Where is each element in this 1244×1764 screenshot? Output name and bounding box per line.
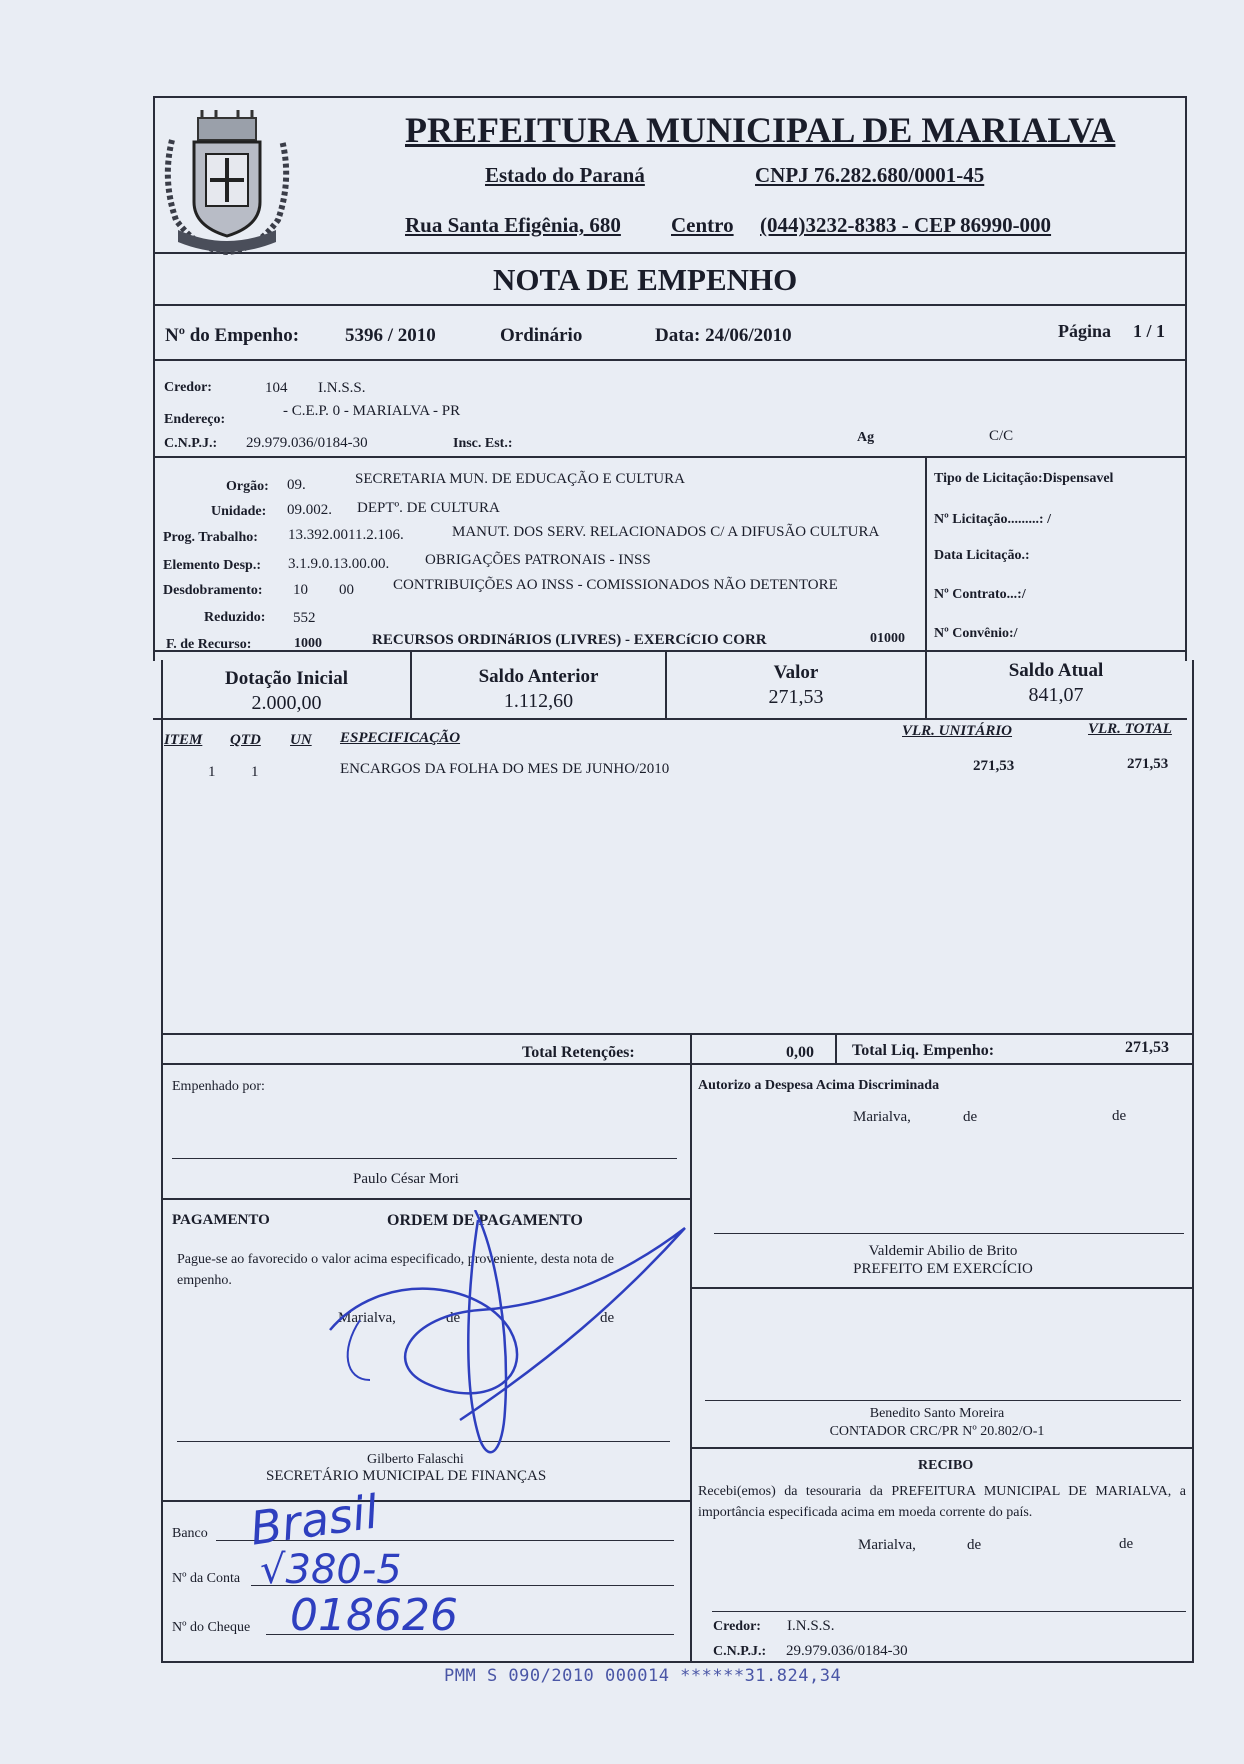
street-label: Rua Santa Efigênia, 680 xyxy=(405,213,621,237)
cc-label: C/C xyxy=(989,428,1014,444)
empenho-date: Data: 24/06/2010 xyxy=(655,325,792,346)
recibo-title: RECIBO xyxy=(918,1458,974,1473)
reduzido-label: Reduzido: xyxy=(204,610,266,625)
prefeito-name: Valdemir Abilio de Brito xyxy=(868,1243,1018,1259)
item-spec: ENCARGOS DA FOLHA DO MES DE JUNHO/2010 xyxy=(340,761,670,777)
insc-est-label: Insc. Est.: xyxy=(453,436,513,451)
credor-cnpj-value: 29.979.036/0184-30 xyxy=(246,435,368,451)
recurso-code-2: 01000 xyxy=(870,631,905,646)
municipality-title: PREFEITURA MUNICIPAL DE MARIALVA xyxy=(405,110,1116,150)
empenho-type: Ordinário xyxy=(500,325,583,346)
item-number: 1 xyxy=(208,764,216,780)
retencoes-label: Total Retenções: xyxy=(522,1044,635,1061)
col-un: UN xyxy=(290,732,312,748)
recibo-text: Recebi(emos) da tesouraria da PREFEITURA MUNICIPAL DE MARIALVA, a importância especificada acima em moeda corrente do país. xyxy=(698,1484,1186,1520)
secretario-role: SECRETÁRIO MUNICIPAL DE FINANÇAS xyxy=(266,1468,547,1484)
item-unit-value: 271,53 xyxy=(973,758,1015,774)
rule-retencoes-top xyxy=(161,1033,1194,1035)
credor-label: Credor: xyxy=(164,380,212,395)
recibo-credor-label: Credor: xyxy=(713,1619,761,1634)
frame-right-upper xyxy=(1185,96,1187,661)
recibo-de-2: de xyxy=(1119,1536,1134,1552)
rule-under-info xyxy=(153,359,1187,361)
contador-name: Benedito Santo Moreira xyxy=(869,1406,1005,1421)
autorizo-place: Marialva, xyxy=(853,1109,911,1125)
credor-name: I.N.S.S. xyxy=(318,380,366,396)
liquido-value: 271,53 xyxy=(1125,1039,1169,1056)
contador-role: CONTADOR CRC/PR Nº 20.802/O-1 xyxy=(829,1424,1045,1439)
data-licitacao: Data Licitação.: xyxy=(934,548,1030,563)
rule-contador-bottom xyxy=(690,1447,1194,1449)
frame-right-lower xyxy=(1192,660,1194,1663)
unidade-code: 09.002. xyxy=(287,502,332,518)
ordem-place: Marialva, xyxy=(338,1310,396,1326)
pague-se-text: Pague-se ao favorecido o valor acima especificado, proveniente, desta nota de empenho. xyxy=(177,1252,614,1288)
col-vlr-total: VLR. TOTAL xyxy=(1088,721,1172,737)
doc-title: NOTA DE EMPENHO xyxy=(493,262,798,297)
endereco-value: - C.E.P. 0 - MARIALVA - PR xyxy=(283,403,461,419)
page-label: Página xyxy=(1058,321,1112,341)
prog-trabalho-code: 13.392.0011.2.106. xyxy=(288,527,404,543)
numero-convenio: Nº Convênio:/ xyxy=(934,626,1018,641)
pagamento-label: PAGAMENTO xyxy=(172,1212,270,1228)
rule-under-credor xyxy=(153,456,1187,458)
col-qtd: QTD xyxy=(230,732,261,748)
ordem-pagamento-title: ORDEM DE PAGAMENTO xyxy=(387,1212,583,1229)
ordem-de-1: de xyxy=(446,1310,461,1326)
dotacao-label: Dotação Inicial xyxy=(225,668,348,689)
frame-bottom xyxy=(161,1661,1194,1663)
saldo-anterior-label: Saldo Anterior xyxy=(478,666,599,687)
recibo-credor-value: I.N.S.S. xyxy=(787,1618,835,1634)
liquido-label: Total Liq. Empenho: xyxy=(852,1042,995,1059)
empenho-label: Nº do Empenho: xyxy=(165,325,300,346)
credor-code: 104 xyxy=(265,380,288,396)
rule-under-header xyxy=(153,252,1187,254)
saldo-anterior-value: 1.112,60 xyxy=(503,690,574,712)
empenhado-signature-line xyxy=(172,1158,677,1159)
desdobramento-desc: CONTRIBUIÇÕES AO INSS - COMISSIONADOS NÃO DETENTORE xyxy=(393,577,838,593)
elemento-desc: OBRIGAÇÕES PATRONAIS - INSS xyxy=(425,552,651,568)
prog-trabalho-label: Prog. Trabalho: xyxy=(163,530,258,545)
unidade-desc: DEPTº. DE CULTURA xyxy=(357,500,500,516)
valor-label: Valor xyxy=(773,662,819,683)
autorizo-de-2: de xyxy=(1112,1108,1127,1124)
recibo-cnpj-label: C.N.P.J.: xyxy=(713,1644,767,1659)
saldo-atual-label: Saldo Atual xyxy=(1008,660,1104,681)
desdobramento-code-2: 00 xyxy=(339,582,354,598)
coat-of-arms-logo xyxy=(158,110,296,255)
desdobramento-label: Desdobramento: xyxy=(163,583,263,598)
col-especificacao: ESPECIFICAÇÃO xyxy=(340,730,461,746)
ordem-de-2: de xyxy=(600,1310,615,1326)
banco-label: Banco xyxy=(172,1526,208,1541)
frame-left-upper xyxy=(153,96,155,661)
rule-under-title xyxy=(153,304,1187,306)
rule-totals-2 xyxy=(665,650,667,718)
elemento-code: 3.1.9.0.13.00.00. xyxy=(288,556,390,572)
cheque-label: Nº do Cheque xyxy=(172,1620,251,1635)
autorizo-title: Autorizo a Despesa Acima Discriminada xyxy=(698,1078,940,1093)
tipo-licitacao: Tipo de Licitação:Dispensavel xyxy=(934,471,1114,486)
endereco-label: Endereço: xyxy=(164,412,226,427)
orgao-label: Orgão: xyxy=(226,479,269,494)
empenho-number: 5396 / 2010 xyxy=(345,325,436,346)
rule-prefeito-bottom xyxy=(690,1287,1194,1289)
numero-contrato: Nº Contrato...:/ xyxy=(934,587,1026,602)
rule-retencoes-bottom xyxy=(161,1063,1194,1065)
empenhado-name: Paulo César Mori xyxy=(353,1171,459,1187)
payment-stamp: PMM S 090/2010 000014 ******31.824,34 xyxy=(444,1666,842,1686)
orgao-code: 09. xyxy=(287,477,306,493)
valor-value: 271,53 xyxy=(768,686,824,708)
credor-cnpj-label: C.N.P.J.: xyxy=(164,436,218,451)
dotacao-value: 2.000,00 xyxy=(251,692,322,714)
col-vlr-unitario: VLR. UNITÁRIO xyxy=(902,723,1013,739)
recurso-code: 1000 xyxy=(294,636,322,651)
prefeito-role: PREFEITO EM EXERCÍCIO xyxy=(853,1261,1033,1277)
frame-top xyxy=(153,96,1187,98)
reduzido-value: 552 xyxy=(293,610,316,626)
col-item: ITEM xyxy=(164,732,203,748)
handwritten-banco: Brasil xyxy=(246,1484,382,1556)
district-label: Centro xyxy=(671,213,734,237)
recurso-label: F. de Recurso: xyxy=(166,637,252,652)
prog-trabalho-desc: MANUT. DOS SERV. RELACIONADOS C/ A DIFUSÃO CULTURA xyxy=(452,524,880,540)
frame-left-lower xyxy=(161,660,163,1663)
conta-label: Nº da Conta xyxy=(172,1571,241,1586)
recibo-place: Marialva, xyxy=(858,1537,916,1553)
desdobramento-code-1: 10 xyxy=(293,582,308,598)
recibo-de-1: de xyxy=(967,1537,982,1553)
secretario-name: Gilberto Falaschi xyxy=(367,1452,464,1467)
numero-licitacao: Nº Licitação.........: / xyxy=(934,512,1051,527)
saldo-atual-value: 841,07 xyxy=(1028,684,1084,706)
handwritten-conta: √380-5 xyxy=(260,1547,402,1593)
orgao-desc: SECRETARIA MUN. DE EDUCAÇÃO E CULTURA xyxy=(355,471,685,487)
handwritten-cheque: 018626 xyxy=(290,1590,458,1641)
page-number: 1 / 1 xyxy=(1133,321,1166,341)
contador-signature-line xyxy=(705,1400,1181,1401)
state-label: Estado do Paraná xyxy=(485,163,645,187)
elemento-label: Elemento Desp.: xyxy=(163,558,261,573)
rule-secretario-bottom xyxy=(161,1500,692,1502)
recibo-signature-line xyxy=(712,1611,1186,1612)
ag-label: Ag xyxy=(857,430,875,445)
rule-empenhado-bottom xyxy=(161,1198,692,1200)
empenhado-label: Empenhado por: xyxy=(172,1079,265,1094)
phone-cep-label: (044)3232-8383 - CEP 86990-000 xyxy=(760,213,1052,237)
recurso-desc: RECURSOS ORDINáRIOS (LIVRES) - EXERCíCIO CORR xyxy=(372,632,767,648)
prefeito-signature-line xyxy=(714,1233,1184,1234)
autorizo-de-1: de xyxy=(963,1109,978,1125)
rule-retencoes-divider xyxy=(835,1033,837,1063)
item-total-value: 271,53 xyxy=(1127,756,1169,772)
unidade-label: Unidade: xyxy=(211,504,267,519)
signature-scribble xyxy=(320,1210,700,1470)
retencoes-value: 0,00 xyxy=(786,1044,814,1061)
recibo-cnpj-value: 29.979.036/0184-30 xyxy=(786,1643,908,1659)
cnpj-label: CNPJ 76.282.680/0001-45 xyxy=(755,163,985,187)
rule-under-totals xyxy=(153,718,1187,720)
item-qtd: 1 xyxy=(251,764,259,780)
